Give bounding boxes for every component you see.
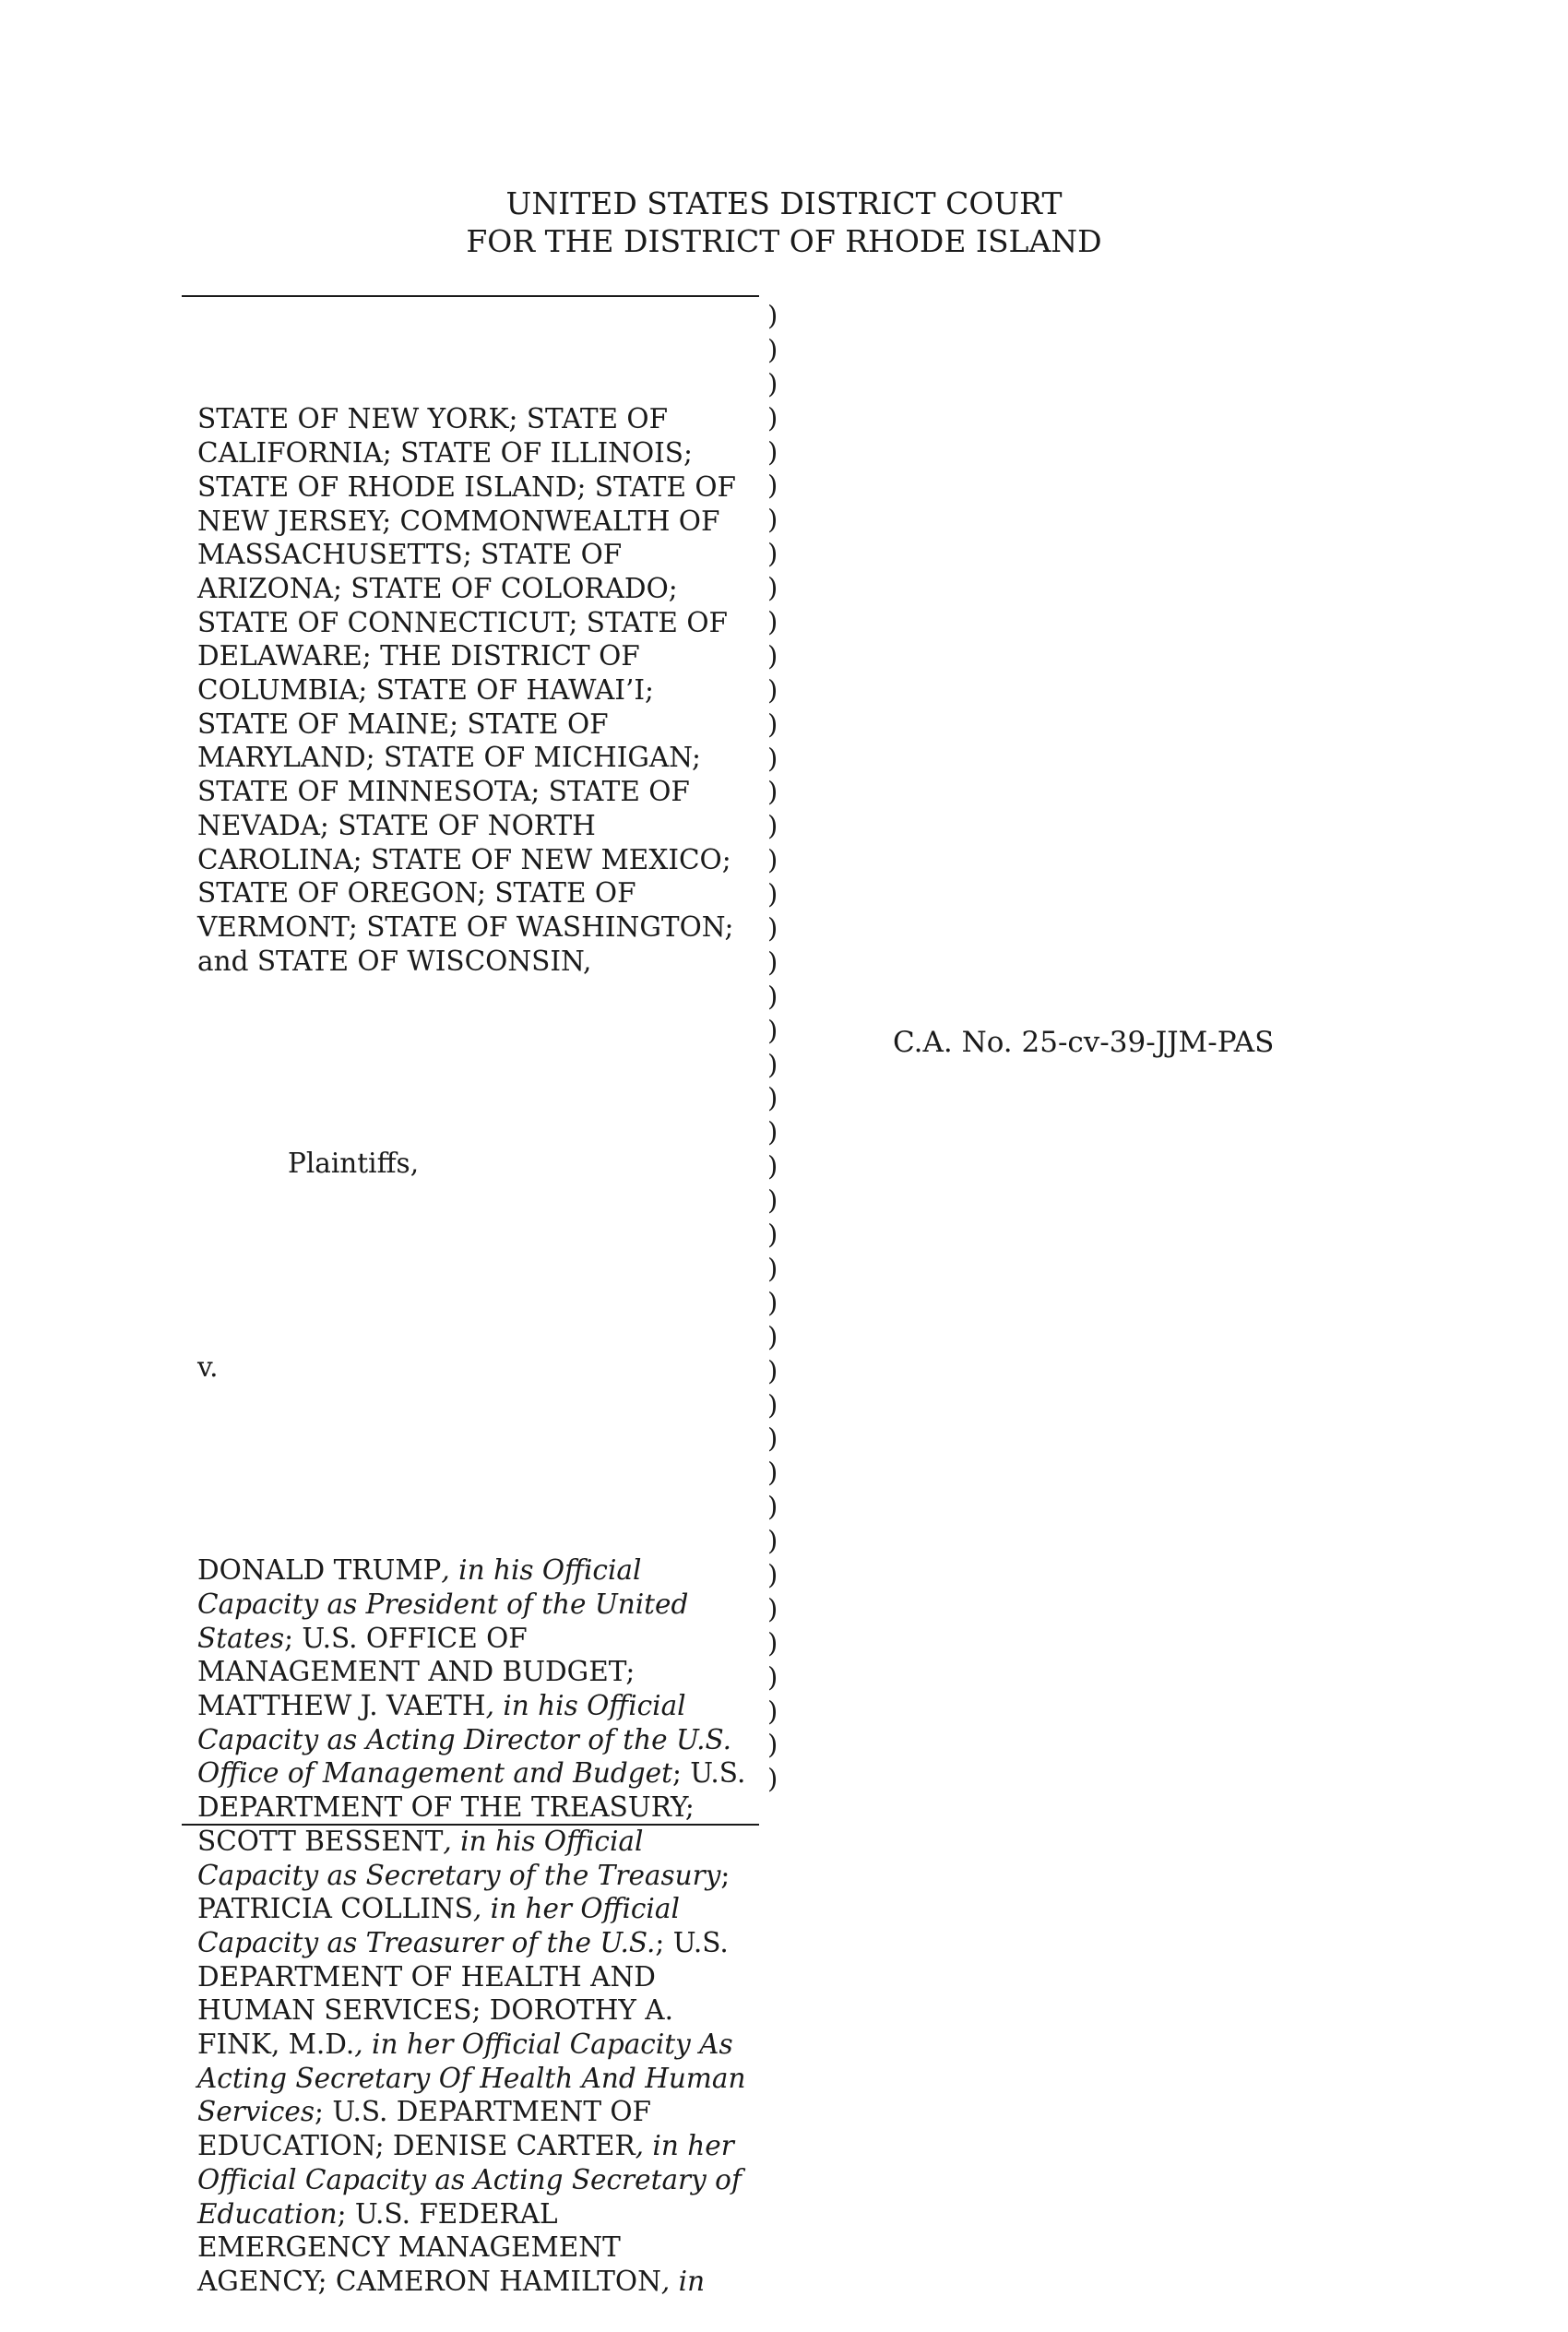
defendant-name-text: EMERGENCY MANAGEMENT [197,2231,621,2264]
defendant-capacity-text: Office of Management and Budget [197,1757,672,1790]
defendant-capacity-text: , in [660,2265,706,2297]
defendant-line [197,1926,760,1960]
caption-paren: ) [767,606,778,638]
defendant-line [197,1825,760,1859]
defendant-capacity-text: Capacity as President of the United [197,1588,689,1620]
defendant-name-text: AGENCY; CAMERON HAMILTON [197,2265,661,2297]
defendant-capacity-text: Education [197,2197,338,2230]
caption-paren: ) [767,912,778,945]
defendant-line [197,1960,760,1994]
defendant-capacity-text: Official Capacity as Acting Secretary of [197,2163,742,2195]
caption-paren: ) [767,1219,778,1251]
defendant-list [197,1553,760,2298]
caption-paren: ) [767,1457,778,1489]
caption-paren: ) [767,1592,778,1624]
defendant-name-text: ; U.S. [655,1926,729,1958]
defendant-line [197,2028,760,2062]
defendant-name-text: EDUCATION; DENISE CARTER [197,2130,636,2162]
caption-paren: ) [767,1695,778,1727]
defendant-line [197,2062,760,2096]
defendant-name-text: FINK, M.D. [197,2029,355,2061]
caption-paren: ) [767,1082,778,1114]
defendant-capacity-text: Acting Secretary Of Health And Human [197,2062,746,2094]
court-header [0,184,1568,260]
plaintiff-line: STATE OF NEW YORK; STATE OF [197,403,669,435]
caption-paren: ) [767,844,778,876]
defendant-line [197,2163,760,2197]
caption-top-rule [182,295,759,297]
defendant-name-text: DEPARTMENT OF HEALTH AND [197,1960,656,1993]
defendant-name-text: ; U.S. FEDERAL [337,2197,558,2230]
caption-paren: ) [767,1491,778,1523]
defendant-name-text: MATTHEW J. VAETH [197,1690,486,1722]
defendant-line [197,1791,760,1825]
caption-paren: ) [767,333,778,365]
caption-paren: ) [767,1354,778,1386]
defendant-capacity-text: , in his Official [485,1690,686,1722]
caption-paren: ) [767,1116,778,1148]
defendant-capacity-text: Services [197,2096,315,2128]
defendant-name-text: SCOTT BESSENT [197,1825,444,1857]
plaintiff-line: MASSACHUSETTS; STATE OF [197,539,623,571]
defendant-line [197,2095,760,2129]
caption-paren: ) [767,572,778,604]
caption-paren: ) [767,708,778,740]
defendant-name-text: PATRICIA COLLINS [197,1893,473,1925]
caption-parties [197,335,760,2332]
caption-paren: ) [767,367,778,399]
plaintiff-line: STATE OF MAINE; STATE OF [197,708,609,740]
defendant-name-text: DONALD TRUMP [197,1554,442,1587]
defendant-line [197,1993,760,2028]
caption-paren: ) [767,1729,778,1761]
caption-paren: ) [767,1660,778,1693]
plaintiff-line: CAROLINA; STATE OF NEW MEXICO; [197,843,731,875]
defendant-capacity-text: Capacity as Acting Director of the U.S. [197,1723,732,1755]
caption-paren: ) [767,1286,778,1318]
defendant-line [197,1859,760,1893]
plaintiff-line: VERMONT; STATE OF WASHINGTON; [197,910,734,943]
defendant-line [197,1723,760,1757]
caption-paren: ) [767,1525,778,1557]
court-district: FOR THE DISTRICT OF RHODE ISLAND [466,223,1102,259]
defendant-name-text: ; U.S. [671,1757,746,1790]
defendant-line [197,1756,760,1791]
plaintiffs-label: Plaintiffs, [288,1148,420,1180]
defendant-line [197,1655,760,1689]
defendant-name-text: ; [720,1859,731,1891]
caption-paren: ) [767,1150,778,1183]
caption-paren: ) [767,1763,778,1795]
caption-paren: ) [767,1320,778,1352]
defendant-capacity-text: , in his Official [441,1554,642,1587]
caption-paren: ) [767,1388,778,1421]
defendant-capacity-text: States [197,1622,285,1654]
versus-label: v. [197,1350,219,1383]
defendant-name-text: HUMAN SERVICES; DOROTHY A. [197,1994,673,2027]
plaintiff-line: STATE OF CONNECTICUT; STATE OF [197,606,728,638]
caption-paren: ) [767,1626,778,1659]
defendant-line [197,1622,760,1656]
defendant-capacity-text: , in her Official [472,1893,680,1925]
caption-paren: ) [767,980,778,1012]
defendant-line [197,1553,760,1588]
plaintiff-line: STATE OF MINNESOTA; STATE OF [197,776,690,808]
defendant-line [197,1892,760,1926]
plaintiff-line: NEW JERSEY; COMMONWEALTH OF [197,505,720,537]
plaintiff-line: and STATE OF WISCONSIN, [197,945,592,977]
defendant-name-text: ; U.S. OFFICE OF [284,1622,528,1654]
defendant-line [197,1689,760,1723]
caption-paren: ) [767,504,778,536]
plaintiff-line: CALIFORNIA; STATE OF ILLINOIS; [197,437,693,470]
plaintiff-line: COLUMBIA; STATE OF HAWAI’I; [197,674,654,707]
plaintiff-line: STATE OF RHODE ISLAND; STATE OF [197,470,737,503]
defendant-name-text: ; U.S. DEPARTMENT OF [315,2096,652,2128]
caption-bottom-rule [182,1824,759,1826]
defendant-capacity-text: , in her Official Capacity As [354,2029,733,2061]
caption-paren: ) [767,1048,778,1080]
plaintiff-list [197,402,760,978]
caption-paren: ) [767,435,778,468]
caption-paren: ) [767,1014,778,1046]
caption-paren: ) [767,1252,778,1284]
defendant-line [197,2197,760,2231]
caption-paren: ) [767,639,778,672]
caption-paren: ) [767,742,778,774]
defendant-capacity-text: Capacity as Treasurer of the U.S. [197,1926,656,1958]
plaintiff-line: MARYLAND; STATE OF MICHIGAN; [197,742,701,774]
defendant-name-text: DEPARTMENT OF THE TREASURY; [197,1791,695,1824]
caption-paren: ) [767,1558,778,1590]
defendant-line [197,2129,760,2163]
caption-paren: ) [767,1422,778,1455]
caption-paren: ) [767,401,778,434]
defendant-name-text: MANAGEMENT AND BUDGET; [197,1656,636,1688]
caption-paren: ) [767,946,778,978]
case-number: C.A. No. 25-cv-39-JJM-PAS [893,1026,1275,1059]
caption-paren-column [767,299,786,1796]
caption-paren: ) [767,300,778,331]
plaintiff-line: ARIZONA; STATE OF COLORADO; [197,572,678,604]
caption-paren: ) [767,776,778,808]
caption-paren: ) [767,673,778,706]
plaintiff-line: DELAWARE; THE DISTRICT OF [197,640,640,672]
defendant-capacity-text: Capacity as Secretary of the Treasury [197,1859,721,1891]
defendant-line [197,2231,760,2265]
caption-paren: ) [767,470,778,502]
defendant-capacity-text: , in her [635,2130,734,2162]
defendant-line [197,1588,760,1622]
plaintiff-line: NEVADA; STATE OF NORTH [197,809,596,841]
caption-paren: ) [767,538,778,570]
court-name: UNITED STATES DISTRICT COURT [505,185,1063,221]
caption-paren: ) [767,1184,778,1217]
caption-paren: ) [767,878,778,910]
defendant-capacity-text: , in his Official [443,1825,644,1857]
defendant-line [197,2265,760,2299]
plaintiff-line: STATE OF OREGON; STATE OF [197,877,636,910]
caption-paren: ) [767,810,778,842]
